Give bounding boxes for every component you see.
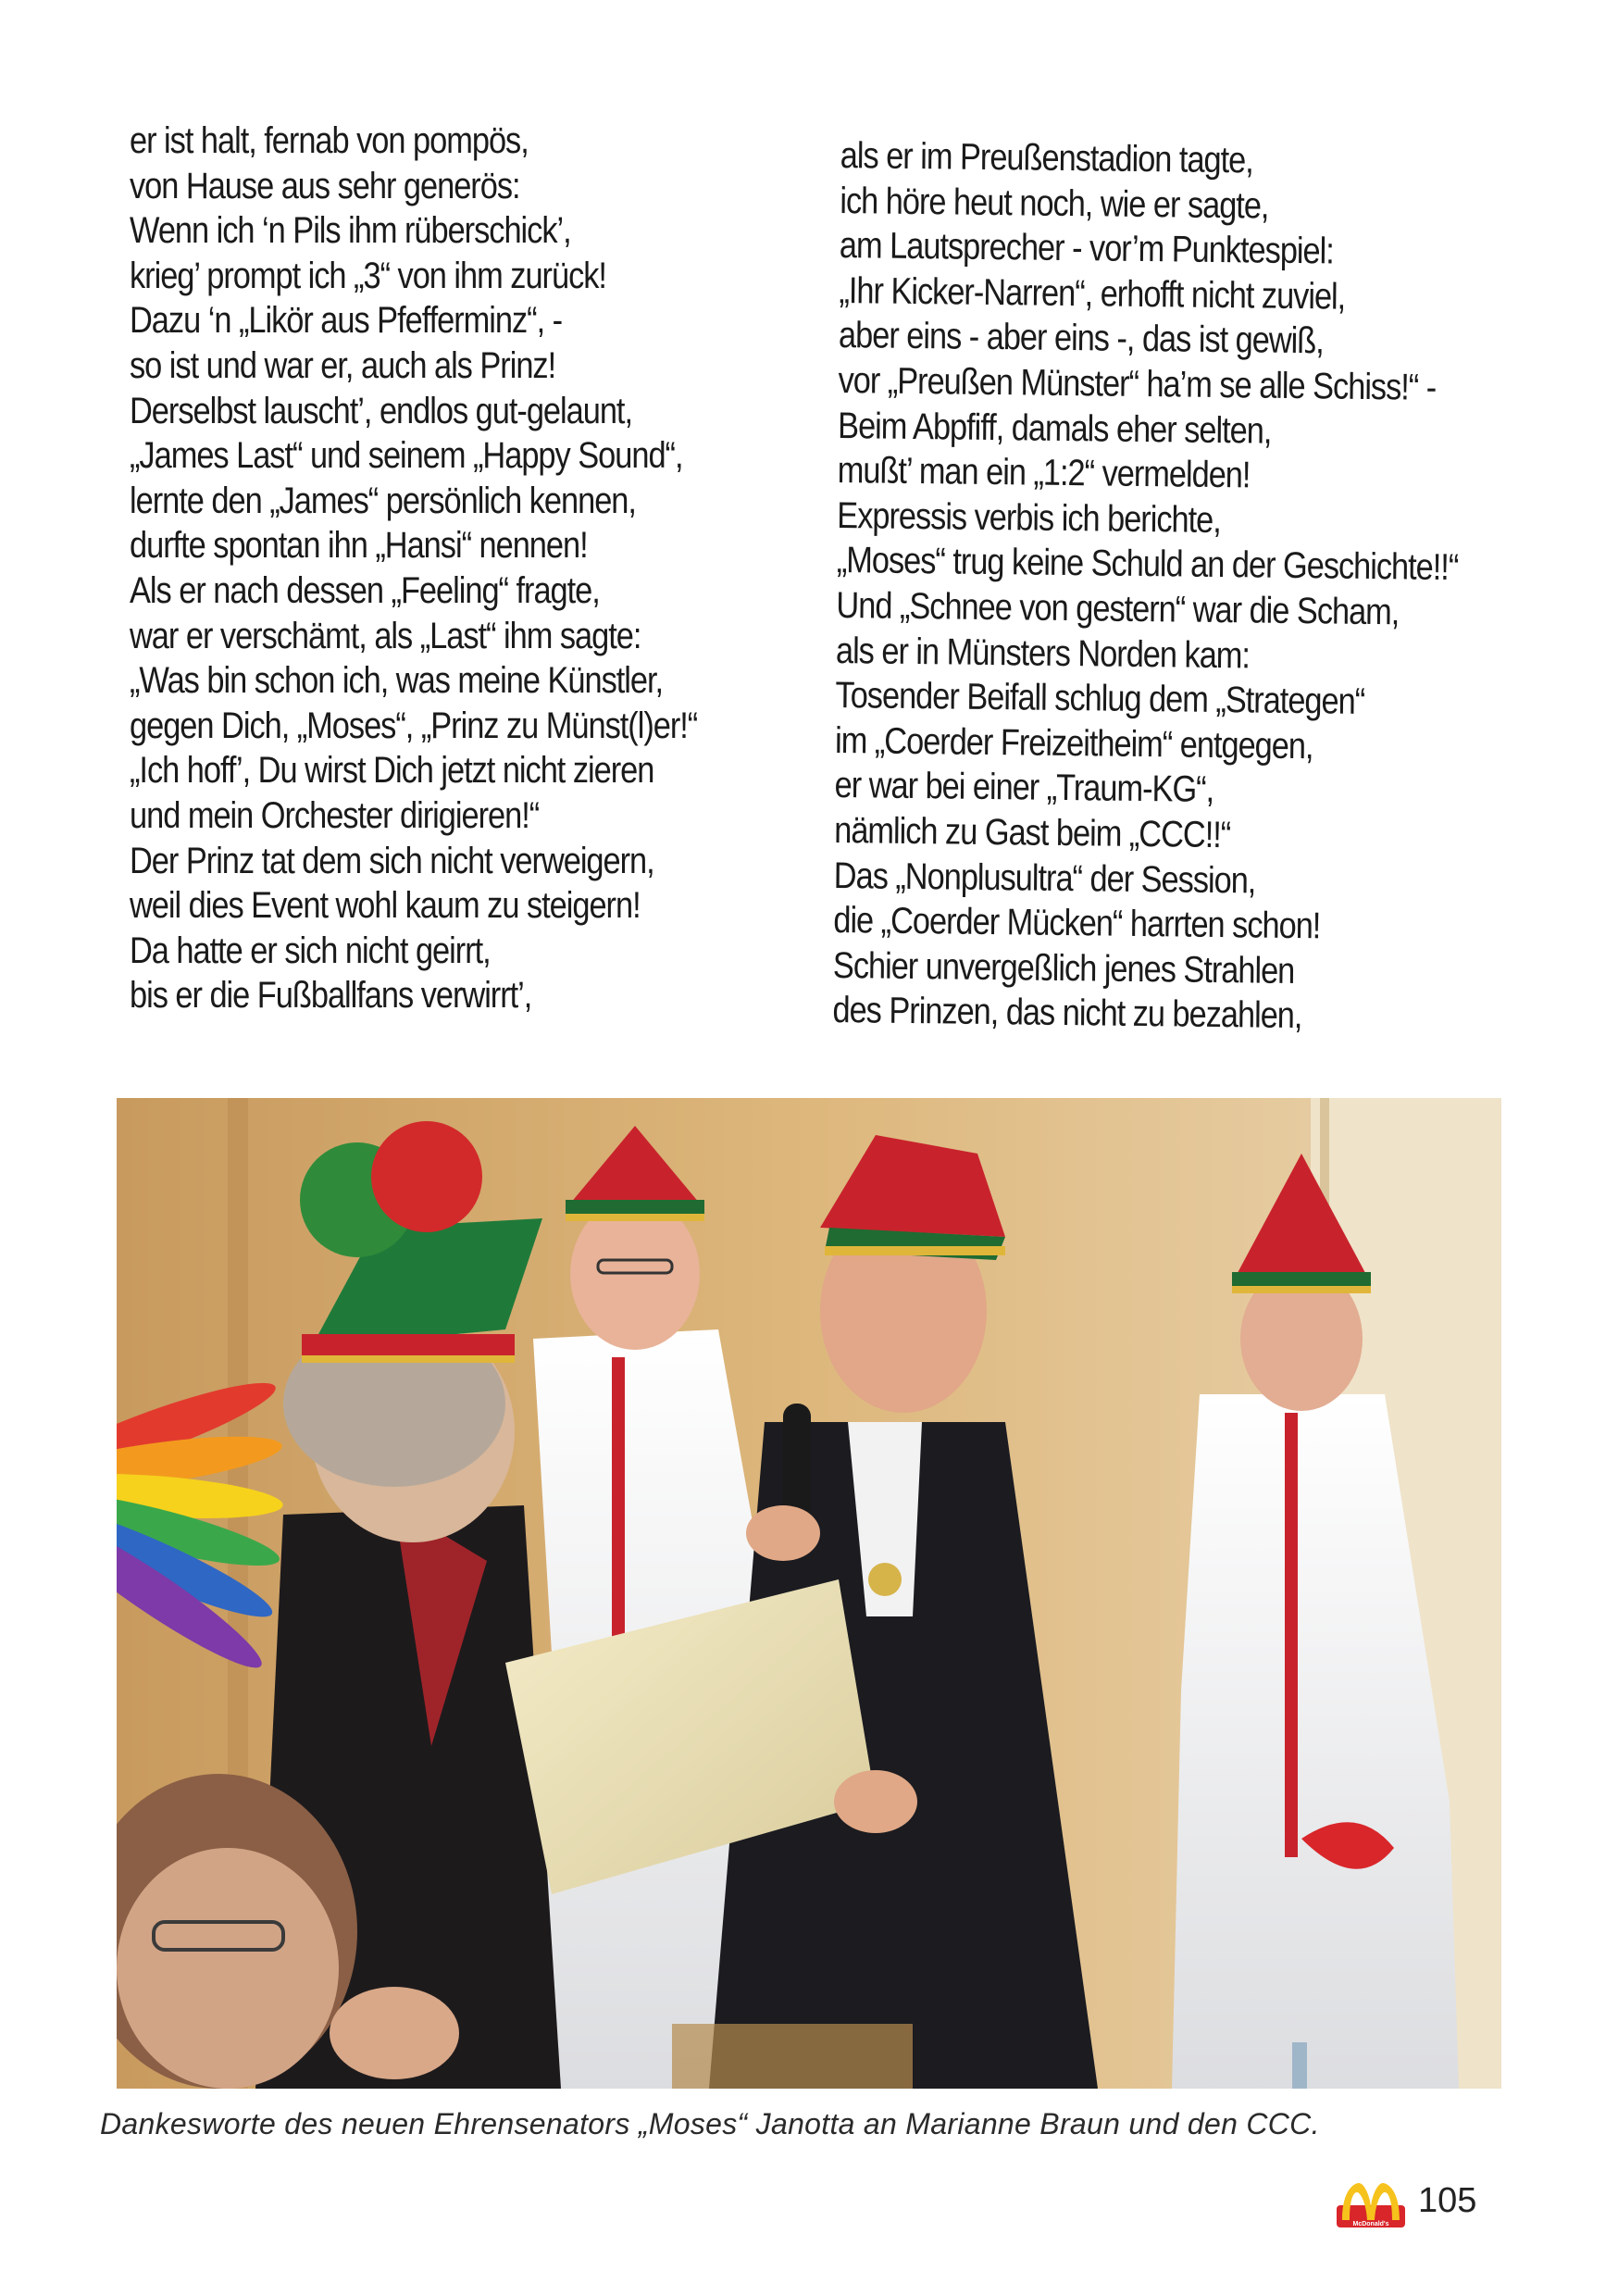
poem-line: und mein Orchester dirigieren!“ — [130, 794, 540, 836]
poem-line: „Ihr Kicker-Narren“, erhofft nicht zuviel, — [839, 269, 1346, 318]
poem-line: Da hatte er sich nicht geirrt, — [130, 930, 491, 971]
event-photo — [117, 1098, 1501, 2089]
poem-line: „Moses“ trug keine Schuld an der Geschichte!!“ — [836, 540, 1459, 589]
poem-line: durfte spontan ihn „Hansi“ nennen! — [130, 525, 588, 567]
poem-line: vor „Preußen Münster“ ha’m se alle Schiss!“ - — [838, 359, 1437, 408]
poem-line: er war bei einer „Traum-KG“, — [834, 765, 1214, 811]
poem-line: Der Prinz tat dem sich nicht verweigern, — [130, 840, 654, 881]
poem-line: am Lautsprecher - vor’m Punktespiel: — [839, 225, 1334, 272]
poem-line: Expressis verbis ich berichte, — [837, 494, 1221, 541]
poem-line: aber eins - aber eins -, das ist gewiß, — [838, 315, 1324, 362]
poem-line: weil dies Event wohl kaum zu steigern! — [130, 885, 641, 927]
poem-line: Dazu ‘n „Likör aus Pfefferminz“, - — [130, 300, 563, 342]
poem-line: „James Last“ und seinem „Happy Sound“, — [130, 435, 683, 477]
poem-line: Das „Nonplusultra“ der Session, — [833, 855, 1256, 902]
poem-line: bis er die Fußballfans verwirrt’, — [130, 975, 532, 1017]
poem-line: „Was bin schon ich, was meine Künstler, — [130, 660, 664, 702]
poem-line: Derselbst lauscht’, endlos gut-gelaunt, — [130, 390, 632, 431]
event-photo-illustration — [117, 1098, 1501, 2089]
poem-line: Schier unvergeßlich jenes Strahlen — [832, 944, 1295, 992]
poem-line: von Hause aus sehr generös: — [130, 165, 520, 206]
poem-line: krieg’ prompt ich „3“ von ihm zurück! — [130, 255, 606, 296]
poem-line: Und „Schnee von gestern“ war die Scham, — [836, 584, 1400, 633]
poem-line: als er im Preußenstadion tagte, — [840, 134, 1253, 181]
poem-line: des Prinzen, das nicht zu bezahlen, — [832, 990, 1302, 1037]
poem-line: „Ich hoff’, Du wirst Dich jetzt nicht zieren — [130, 750, 654, 792]
poem-line: Wenn ich ‘n Pils ihm rüberschick’, — [130, 210, 571, 252]
poem-line: ich höre heut noch, wie er sagte, — [840, 180, 1269, 227]
poem-line: im „Coerder Freizeitheim“ entgegen, — [834, 719, 1313, 767]
mcdonalds-logo-icon — [1337, 2179, 1405, 2227]
poem-line: als er in Münsters Norden kam: — [835, 630, 1251, 676]
poem-line: Tosender Beifall schlug dem „Strategen“ — [835, 675, 1365, 723]
poem-line: nämlich zu Gast beim „CCC!!“ — [834, 809, 1231, 856]
logo-text: McDonald's — [1352, 2221, 1389, 2227]
page-number: 105 — [1418, 2181, 1477, 2220]
poem-line: er ist halt, fernab von pompös, — [130, 120, 529, 161]
poem-line: mußt’ man ein „1:2“ vermelden! — [837, 450, 1251, 496]
poem-line: die „Coerder Mücken“ harrten schon! — [833, 900, 1321, 947]
poem-line: Als er nach dessen „Feeling“ fragte, — [130, 569, 600, 611]
poem-left-column — [130, 119, 697, 1018]
poem-line: so ist und war er, auch als Prinz! — [130, 344, 556, 386]
poem-line: war er verschämt, als „Last“ ihm sagte: — [130, 615, 641, 656]
poem-right-column — [832, 133, 1462, 1041]
poem-line: Beim Abpfiff, damals eher selten, — [837, 405, 1272, 452]
photo-caption: Dankesworte des neuen Ehrensenators „Moses“ Janotta an Marianne Braun und den CCC. — [100, 2107, 1320, 2140]
poem-line: gegen Dich, „Moses“, „Prinz zu Münst(l)er!“ — [130, 705, 698, 746]
poem-line: lernte den „James“ persönlich kennen, — [130, 480, 636, 521]
